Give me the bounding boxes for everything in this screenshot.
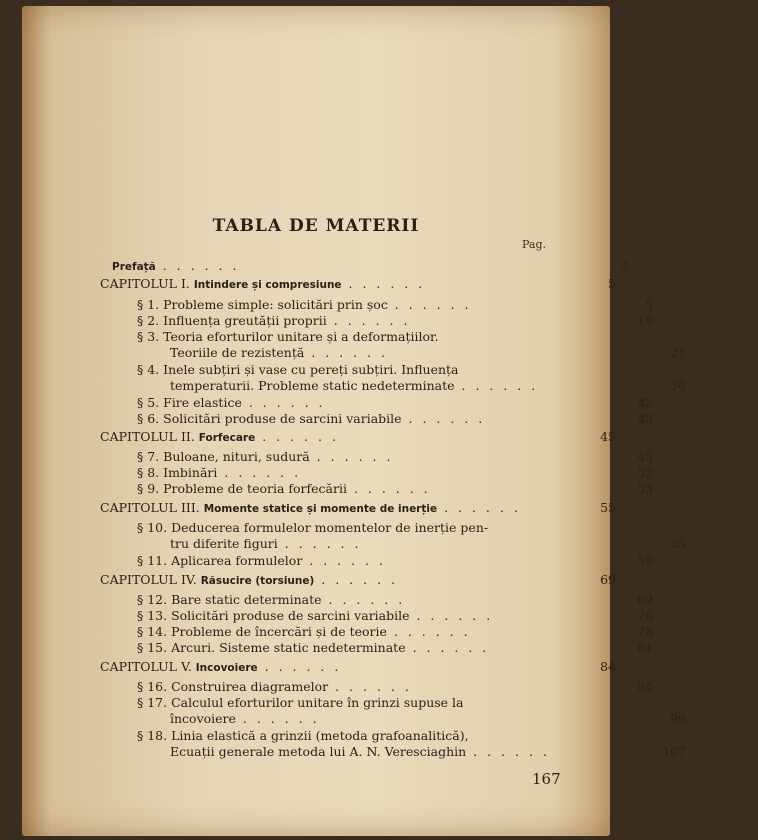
entry-text: Buloane, nituri, sudură bbox=[163, 449, 310, 464]
page-title: TABLA DE MATERII bbox=[212, 216, 420, 236]
toc-entry bbox=[22, 520, 725, 535]
entry-text: Linia elastică a grinzii (metoda grafoanalitică), bbox=[171, 728, 469, 743]
entry-prefix: § 7. bbox=[137, 449, 160, 464]
toc-entry bbox=[22, 624, 725, 639]
entry-prefix: CAPITOLUL I. bbox=[100, 276, 190, 291]
toc-entry bbox=[22, 329, 725, 344]
leader-dots: . . . . . . bbox=[255, 429, 339, 444]
entry-page-number: 81 bbox=[637, 640, 653, 655]
entry-text: Construirea diagramelor bbox=[171, 679, 329, 694]
entry-prefix: § 13. bbox=[137, 608, 168, 623]
entry-text: Solicitări produse de sarcini variabile bbox=[171, 608, 410, 623]
entry-page-number: 107 bbox=[662, 744, 686, 759]
entry-page-number: 84 bbox=[637, 679, 653, 694]
entry-text: Probleme de încercări și de teorie bbox=[171, 624, 387, 639]
entry-page-number: 21 bbox=[670, 345, 686, 360]
leader-dots: . . . . . . bbox=[241, 395, 326, 410]
toc-entry bbox=[22, 378, 758, 393]
entry-prefix: § 3. bbox=[137, 329, 160, 344]
leader-dots: . . . . . . bbox=[466, 744, 550, 759]
entry-text: Momente statice și momente de inerție bbox=[203, 503, 438, 515]
entry-page-number: 55 bbox=[670, 536, 686, 551]
entry-text: Ecuații generale metoda lui A. N. Veresciaghin bbox=[170, 744, 467, 759]
entry-prefix: CAPITOLUL III. bbox=[100, 500, 200, 515]
leader-dots: . . . . . . bbox=[309, 449, 394, 464]
entry-text: Imbinări bbox=[163, 465, 218, 480]
leader-dots: . . . . . . bbox=[409, 608, 494, 623]
entry-prefix: CAPITOLUL IV. bbox=[100, 572, 197, 587]
toc-entry bbox=[22, 728, 725, 743]
entry-page-number: 69 bbox=[637, 592, 653, 607]
entry-text: Calculul eforturilor unitare în grinzi supuse la bbox=[171, 695, 464, 710]
toc-entry bbox=[22, 258, 700, 273]
entry-prefix: § 2. bbox=[137, 313, 160, 328]
entry-page-number: 59 bbox=[637, 553, 653, 568]
leader-dots: . . . . . . bbox=[257, 659, 342, 674]
entry-text: Inele subțiri și vase cu pereți subțiri. Influența bbox=[163, 362, 459, 377]
entry-text: Bare static determinate bbox=[171, 592, 322, 607]
toc-entry bbox=[22, 553, 725, 568]
leader-dots: . . . . . . bbox=[405, 640, 490, 655]
entry-page-number: 84 bbox=[600, 659, 616, 674]
entry-page-number: 52 bbox=[637, 465, 653, 480]
book-page bbox=[22, 6, 686, 836]
entry-text: tru diferite figuri bbox=[170, 536, 278, 551]
entry-page-number: 5 bbox=[608, 276, 616, 291]
entry-page-number: 76 bbox=[637, 608, 653, 623]
toc-entry bbox=[22, 679, 725, 694]
entry-text: Fire elastice bbox=[163, 395, 242, 410]
leader-dots: . . . . . . bbox=[341, 276, 426, 291]
entry-page-number: 55 bbox=[600, 500, 616, 515]
entry-prefix: § 18. bbox=[137, 728, 168, 743]
entry-text: Probleme simple: solicitări prin șoc bbox=[163, 297, 388, 312]
toc-entry bbox=[22, 411, 725, 426]
entry-text: Solicitări produse de sarcini variabile bbox=[163, 411, 402, 426]
leader-dots: . . . . . . bbox=[437, 500, 521, 515]
entry-page-number: 45 bbox=[600, 429, 616, 444]
entry-page-number: 69 bbox=[600, 572, 616, 587]
entry-page-number: 53 bbox=[637, 481, 653, 496]
entry-prefix: § 8. bbox=[137, 465, 160, 480]
chapter-entry bbox=[22, 572, 688, 587]
page-column-label: Pag. bbox=[522, 238, 547, 251]
entry-prefix: CAPITOLUL V. bbox=[100, 659, 192, 674]
toc-entry bbox=[22, 465, 725, 480]
toc-entry bbox=[22, 640, 725, 655]
entry-page-number: 5 bbox=[645, 297, 653, 312]
leader-dots: . . . . . . bbox=[326, 313, 411, 328]
leader-dots: . . . . . . bbox=[321, 592, 406, 607]
leader-dots: . . . . . . bbox=[346, 481, 431, 496]
entry-text: Incovoiere bbox=[195, 662, 258, 674]
leader-dots: . . . . . . bbox=[302, 553, 386, 568]
entry-text: Arcuri. Sisteme static nedeterminate bbox=[171, 640, 406, 655]
chapter-entry bbox=[22, 429, 688, 444]
chapter-entry bbox=[22, 659, 688, 674]
chapter-entry bbox=[22, 500, 688, 515]
toc-entry bbox=[22, 592, 725, 607]
leader-dots: . . . . . . bbox=[314, 572, 398, 587]
entry-prefix: § 17. bbox=[137, 695, 168, 710]
entry-page-number: 19 bbox=[637, 313, 653, 328]
entry-prefix: § 14. bbox=[137, 624, 168, 639]
entry-text: Aplicarea formulelor bbox=[171, 553, 303, 568]
entry-prefix: § 16. bbox=[137, 679, 168, 694]
entry-prefix: § 15. bbox=[137, 640, 168, 655]
entry-text: Teoria eforturilor unitare și a deformațiilor. bbox=[163, 329, 439, 344]
entry-prefix: § 5. bbox=[137, 395, 160, 410]
entry-prefix: § 4. bbox=[137, 362, 160, 377]
entry-prefix: § 10. bbox=[137, 520, 168, 535]
entry-page-number: 42 bbox=[637, 395, 653, 410]
entry-page-number: 78 bbox=[637, 624, 653, 639]
entry-page-number: 3 bbox=[620, 258, 628, 273]
toc-entry bbox=[22, 345, 758, 360]
toc-entry bbox=[22, 313, 725, 328]
entry-prefix: § 11. bbox=[137, 553, 168, 568]
leader-dots: . . . . . . bbox=[217, 465, 302, 480]
leader-dots: . . . . . . bbox=[155, 258, 240, 273]
toc-entry bbox=[22, 744, 758, 759]
entry-page-number: 45 bbox=[637, 449, 653, 464]
entry-text: Prefață bbox=[112, 261, 156, 273]
leader-dots: . . . . . . bbox=[328, 679, 412, 694]
entry-text: Răsucire (torsiune) bbox=[200, 575, 315, 587]
leader-dots: . . . . . . bbox=[277, 536, 362, 551]
entry-text: Teoriile de rezistență bbox=[170, 345, 305, 360]
toc-entry bbox=[22, 362, 725, 377]
leader-dots: . . . . . . bbox=[387, 297, 472, 312]
toc-entry bbox=[22, 711, 758, 726]
entry-page-number: 43 bbox=[637, 411, 653, 426]
page-number: 167 bbox=[532, 770, 561, 788]
entry-text: Influența greutății proprii bbox=[163, 313, 327, 328]
toc-entry bbox=[22, 297, 725, 312]
leader-dots: . . . . . . bbox=[386, 624, 471, 639]
entry-page-number: 30 bbox=[670, 378, 686, 393]
toc-entry bbox=[22, 536, 758, 551]
entry-text: Deducerea formulelor momentelor de inerție pen- bbox=[171, 520, 489, 535]
leader-dots: . . . . . . bbox=[401, 411, 486, 426]
entry-text: temperaturii. Probleme static nedeterminate bbox=[170, 378, 455, 393]
entry-prefix: § 12. bbox=[137, 592, 168, 607]
entry-prefix: CAPITOLUL II. bbox=[100, 429, 195, 444]
entry-text: Probleme de teoria forfecării bbox=[163, 481, 347, 496]
entry-prefix: § 6. bbox=[137, 411, 160, 426]
leader-dots: . . . . . . bbox=[304, 345, 389, 360]
toc-entry bbox=[22, 395, 725, 410]
leader-dots: . . . . . . bbox=[235, 711, 320, 726]
entry-text: Intindere și compresiune bbox=[193, 279, 342, 291]
entry-text: Forfecare bbox=[198, 432, 256, 444]
entry-page-number: 99 bbox=[670, 711, 686, 726]
entry-text: încovoiere bbox=[170, 711, 236, 726]
toc-entry bbox=[22, 608, 725, 623]
toc-entry bbox=[22, 695, 725, 710]
leader-dots: . . . . . . bbox=[454, 378, 539, 393]
toc-entry bbox=[22, 481, 725, 496]
entry-prefix: § 1. bbox=[137, 297, 160, 312]
entry-prefix: § 9. bbox=[137, 481, 160, 496]
toc-entry bbox=[22, 449, 725, 464]
chapter-entry bbox=[22, 276, 688, 291]
